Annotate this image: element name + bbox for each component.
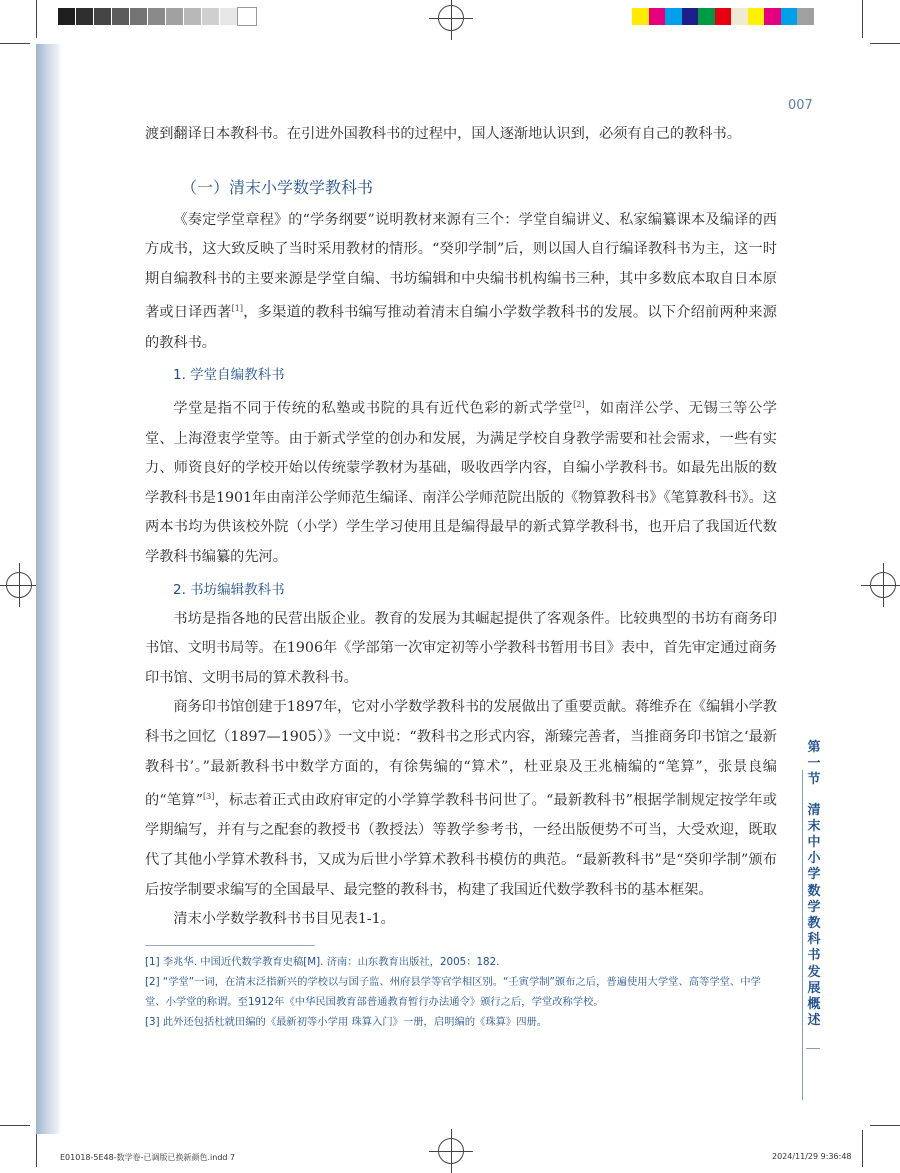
main-content — [145, 120, 777, 1032]
side-tab — [805, 740, 823, 1029]
footnote-2: [2] “学堂”一词，在清末泛指新兴的学校以与国子监、州府县学等官学相区别。“壬寅学制”颁布之后，普遍使用大学堂、高等学堂、中学堂、小学堂的称谓。至1912年《中华民国教育部普通教育暂行办法通令》颁行之后，学堂改称学校。 — [145, 975, 761, 1008]
page-number: 007 — [788, 98, 813, 113]
color-swatch — [781, 8, 798, 25]
gray-swatch — [76, 8, 94, 25]
color-swatch — [632, 8, 649, 25]
color-swatch — [698, 8, 715, 25]
crop-mark — [862, 1130, 863, 1167]
gray-swatch — [148, 8, 166, 25]
registration-mark-left — [6, 572, 32, 598]
paragraph-5: 清末小学数学教科书书目见表1-1。 — [173, 911, 395, 928]
gray-swatch — [94, 8, 112, 25]
page-binding-shadow — [36, 44, 62, 1134]
crop-mark — [36, 0, 37, 38]
gray-swatch — [220, 8, 238, 25]
crop-mark — [0, 1125, 30, 1126]
gray-swatch — [130, 8, 148, 25]
color-swatch — [715, 8, 732, 25]
footnote-ref: [2] — [573, 400, 585, 410]
paragraph-3: 书坊是指各地的民营出版企业。教育的发展为其崛起提供了客观条件。比较典型的书坊有商务印书馆、文明书局等。在1906年《学部第一次审定初等小学教科书暂用书目》表中，首先审定通过商务印书馆、文明书局的算术教科书。 — [145, 610, 777, 686]
color-swatch — [665, 8, 682, 25]
gray-swatch — [112, 8, 130, 25]
footnote-divider — [145, 945, 315, 946]
color-swatch — [682, 8, 699, 25]
side-tab-rule — [802, 770, 803, 1100]
side-tab-divider — [806, 1048, 820, 1049]
crop-mark — [0, 43, 30, 44]
paragraph-1 — [145, 206, 777, 359]
crop-mark — [862, 0, 863, 38]
subsection-title-1: 1. 学堂自编教科书 — [173, 367, 285, 384]
footnote-ref: [1] — [231, 304, 243, 314]
crop-mark — [870, 43, 900, 44]
color-calibration-bar — [632, 8, 814, 25]
gray-swatch — [238, 8, 256, 25]
registration-mark-right — [870, 572, 896, 598]
footnote-ref: [3] — [202, 792, 215, 802]
color-swatch — [797, 8, 814, 25]
gray-swatch — [202, 8, 220, 25]
slug-timestamp: 2024/11/29 9:36:48 — [772, 1152, 852, 1161]
subsection-title-2: 2. 书坊编辑教科书 — [173, 581, 285, 598]
registration-mark-bottom — [438, 1138, 464, 1164]
gray-swatch — [166, 8, 184, 25]
text-span: 《奏定学堂章程》的“学务纲要”说明教材来源有三个：学堂自编讲义、私家编纂课本及编译的西方成书，这大致反映了当时采用教材的情形。“癸卯学制”后，则以国人自行编译教科书为主，这一时期自编教科书的主要来源是学堂自编、书坊编辑和中央编书机构编书三种，其中多数底本取自日本原著或日译西著 — [145, 211, 777, 322]
crop-mark — [36, 1130, 37, 1167]
section-title: （一）清末小学数学教科书 — [181, 177, 374, 197]
intro-paragraph: 渡到翻译日本教科书。在引进外国教科书的过程中，国人逐渐地认识到，必须有自己的教科书。 — [145, 126, 741, 142]
gray-swatch — [184, 8, 202, 25]
gray-calibration-bar — [58, 8, 256, 25]
registration-mark-top — [438, 5, 464, 31]
color-swatch — [649, 8, 666, 25]
text-span: ，多渠道的教科书编写推动着清末自编小学数学教科书的发展。以下介绍前两种来源的教科书。 — [145, 305, 777, 351]
color-swatch — [764, 8, 781, 25]
side-tab-title: 清末中小学数学教科书发展概述 — [807, 802, 821, 1029]
text-span: ，如南洋公学、无锡三等公学堂、上海澄衷学堂等。由于新式学堂的创办和发展，为满足学校自身教学需要和社会需求，一些有实力、师资良好的学校开始以传统蒙学教材为基础，吸收西学内容，自编小学教科书。如最先出版的数学教科书是1901年由南洋公学师范生编译、南洋公学师范院出版的《物算教科书》《笔算教科书》。这两本书均为供该校外院（小学）学生学习使用且是编得最早的新式算学教科书，也开启了我国近代数学教科书编纂的先河。 — [145, 401, 777, 565]
slug-filename: E01018-5E48-数学卷-已调版已换新颜色.indd 7 — [60, 1153, 236, 1162]
paragraph-2 — [145, 390, 777, 572]
gray-swatch — [58, 8, 76, 25]
text-span: 学堂是指不同于传统的私塾或书院的具有近代色彩的新式学堂 — [173, 401, 574, 418]
footnote-3: [3] 此外还包括杜就田编的《最新初等小学用 珠算入门》一册，启明编的《珠算》四册。 — [145, 1015, 548, 1028]
side-tab-separator — [805, 789, 823, 803]
text-span: 商务印书馆创建于1897年，它对小学数学教科书的发展做出了重要贡献。蒋维乔在《编辑小学教科书之回忆（1897—1905）》一文中说：“教科书之形式内容，渐臻完善者，当推商务印书馆之‘最新教科书’。”最新教科书中数学方面的，有徐隽编的“算术”，杜亚泉及王兆楠编的“笔算”，张景良编的“笔算” — [145, 699, 777, 809]
paragraph-4 — [145, 693, 777, 905]
color-swatch — [748, 8, 765, 25]
footnote-1: [1] 李兆华. 中国近代数学教育史稿[M]. 济南：山东教育出版社，2005：182. — [145, 955, 500, 968]
crop-mark — [870, 1125, 900, 1126]
color-swatch — [731, 8, 748, 25]
side-tab-section: 第一节 — [807, 740, 821, 788]
text-span: ，标志着正式由政府审定的小学算学教科书问世了。“最新教科书”根据学制规定按学年或学期编写，并有与之配套的教授书（教授法）等教学参考书，一经出版便势不可当，大受欢迎，既取代了其他小学算术教科书，又成为后世小学算术教科书模仿的典范。“最新教科书”是“癸卯学制”颁布后按学制要求编写的全国最早、最完整的教科书，构建了我国近代数学教科书的基本框架。 — [145, 792, 777, 898]
